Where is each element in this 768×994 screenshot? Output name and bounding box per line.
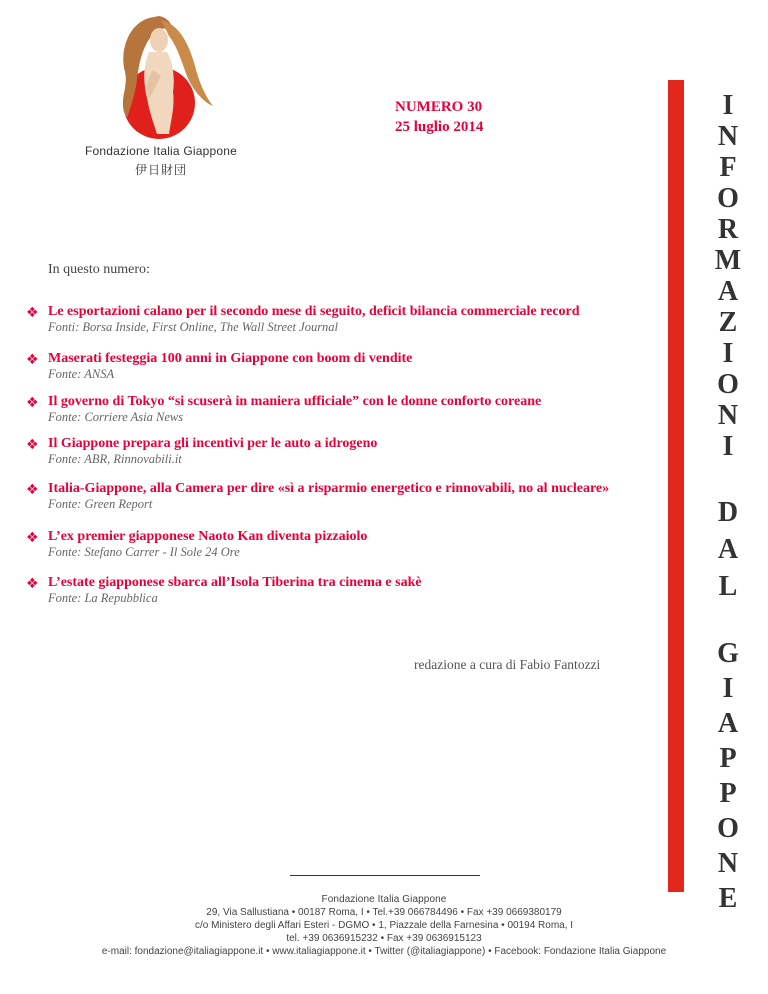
foundation-name: Fondazione Italia Giappone	[85, 144, 237, 158]
article-title[interactable]: Italia-Giappone, alla Camera per dire «sì a risparmio energetico e rinnovabili, no al nucleare»	[48, 481, 610, 496]
foundation-kanji: 伊日財団	[134, 163, 187, 177]
vertical-letter: L	[718, 571, 738, 602]
vertical-letter: I	[722, 673, 734, 704]
vertical-letter: A	[717, 708, 739, 739]
footer-address-line: 29, Via Sallustiana • 00187 Roma, I • Tel.+39 066784496 • Fax +39 0669380179	[206, 907, 562, 918]
vertical-letter: N	[717, 400, 739, 431]
article-title[interactable]: Il governo di Tokyo “si scuserà in maniera ufficiale” con le donne conforto coreane	[48, 394, 542, 409]
vertical-letter: N	[717, 121, 739, 152]
footer-address-line: c/o Ministero degli Affari Esteri - DGMO • 1, Piazzale della Farnesina • 00194 Roma, I	[194, 920, 574, 931]
vertical-letter: A	[717, 276, 739, 307]
vertical-letter: N	[717, 848, 739, 879]
article-item[interactable]	[26, 481, 609, 511]
diamond-bullet-icon: ❖	[26, 395, 39, 411]
article-source: Fonte: ABR, Rinnovabili.it	[48, 452, 182, 466]
vertical-letter: D	[717, 497, 739, 528]
red-vertical-bar	[668, 80, 684, 892]
article-item[interactable]	[26, 351, 412, 381]
vertical-letter: I	[722, 431, 734, 462]
diamond-bullet-icon: ❖	[26, 352, 39, 368]
article-item[interactable]	[26, 394, 541, 424]
article-item[interactable]	[26, 575, 422, 605]
vertical-letter: Z	[718, 307, 738, 338]
venus-red-sun-icon	[109, 10, 219, 140]
footer-web-line[interactable]: e-mail: fondazione@italiagiappone.it • www.italiagiappone.it • Twitter (@italiagiappone) • Facebook: Fondazione Italia Giappone	[101, 946, 667, 957]
article-item[interactable]	[26, 529, 367, 559]
article-source: Fonte: La Repubblica	[48, 591, 158, 605]
vertical-letter: A	[717, 534, 739, 565]
footer	[0, 893, 768, 958]
editor-credit: redazione a cura di Fabio Fantozzi	[414, 657, 601, 672]
vertical-letter: E	[718, 883, 738, 914]
diamond-bullet-icon: ❖	[26, 530, 39, 546]
footer-contact-line: tel. +39 0636915232 • Fax +39 0636915123	[286, 933, 482, 944]
article-title[interactable]: L’ex premier giapponese Naoto Kan diventa pizzaiolo	[48, 529, 368, 544]
footer-foundation-name: Fondazione Italia Giappone	[321, 894, 447, 905]
vertical-letter: P	[719, 778, 737, 809]
article-source: Fonti: Borsa Inside, First Online, The Wall Street Journal	[48, 320, 339, 334]
in-this-issue-heading: In questo numero:	[48, 262, 150, 277]
issue-date: 25 luglio 2014	[395, 119, 484, 135]
vertical-letter: R	[717, 214, 739, 245]
vertical-letter: O	[717, 813, 739, 844]
vertical-letter: I	[722, 90, 734, 121]
article-title[interactable]: Il Giappone prepara gli incentivi per le auto a idrogeno	[48, 436, 378, 451]
vertical-letter: O	[717, 369, 739, 400]
vertical-letter: G	[717, 638, 739, 669]
issue-number: NUMERO 30	[395, 99, 483, 115]
diamond-bullet-icon: ❖	[26, 305, 39, 321]
article-title[interactable]: Le esportazioni calano per il secondo mese di seguito, deficit bilancia commerciale record	[48, 304, 580, 319]
vertical-letter: M	[714, 245, 742, 276]
diamond-bullet-icon: ❖	[26, 576, 39, 592]
article-title[interactable]: L’estate giapponese sbarca all’Isola Tiberina tra cinema e sakè	[48, 575, 422, 590]
foundation-logo	[64, 10, 254, 180]
article-item[interactable]	[26, 436, 377, 466]
vertical-letter: I	[722, 338, 734, 369]
article-source: Fonte: Green Report	[48, 497, 153, 511]
issue-info	[395, 97, 483, 137]
article-source: Fonte: ANSA	[48, 367, 115, 381]
vertical-letter: O	[717, 183, 739, 214]
article-source: Fonte: Corriere Asia News	[48, 410, 184, 424]
article-source: Fonte: Stefano Carrer - Il Sole 24 Ore	[48, 545, 240, 559]
article-item[interactable]	[26, 304, 580, 334]
vertical-letter: P	[719, 743, 737, 774]
article-title[interactable]: Maserati festeggia 100 anni in Giappone con boom di vendite	[48, 351, 413, 366]
diamond-bullet-icon: ❖	[26, 482, 39, 498]
diamond-bullet-icon: ❖	[26, 437, 39, 453]
footer-divider	[290, 875, 480, 876]
vertical-letter: F	[719, 152, 737, 183]
